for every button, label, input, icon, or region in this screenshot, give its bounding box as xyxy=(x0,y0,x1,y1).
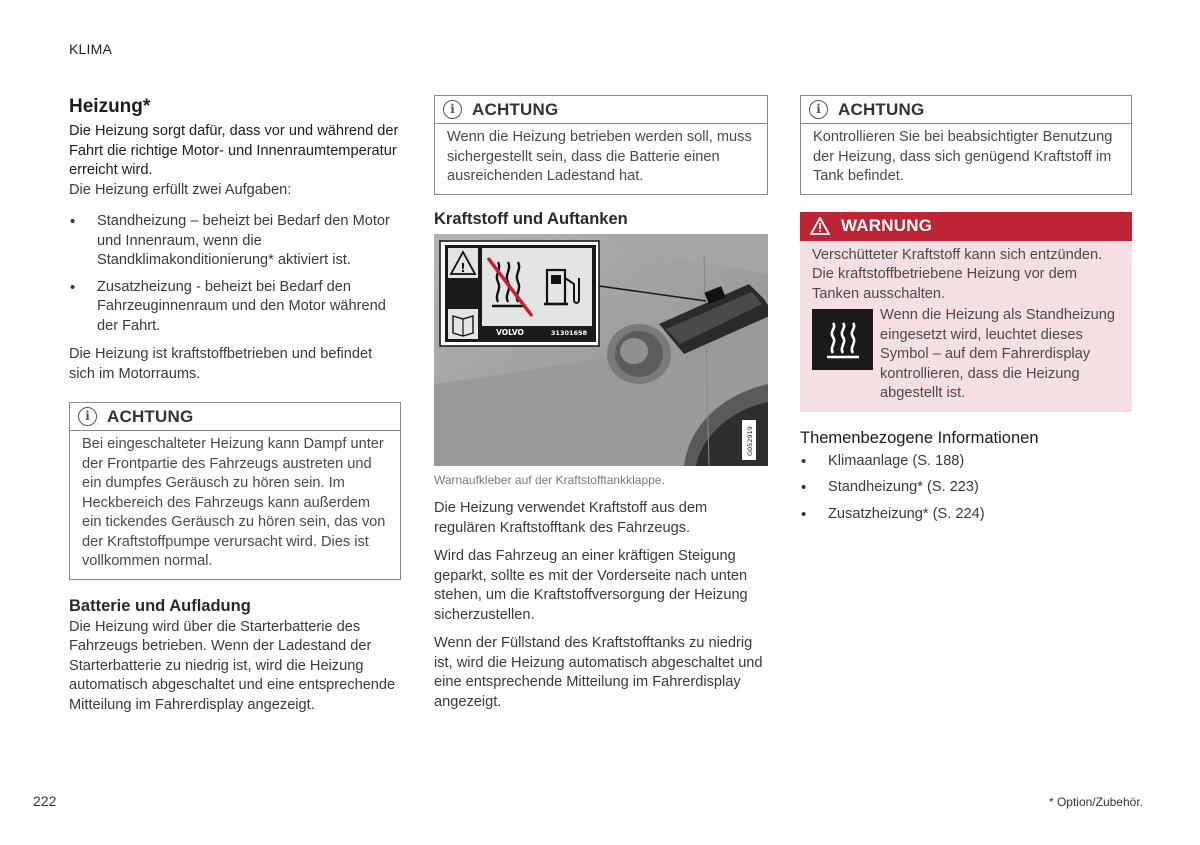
battery-paragraph: Die Heizung wird über die Starterbatterie des Fahrzeugs betrieben. Wenn der Ladestand der Starterbatterie zu niedrig ist, wird die Heizung automatisch abgeschaltet und eine entsprechende Mitteilung im Fahrerdisplay angezeigt. xyxy=(69,618,396,713)
notice-header xyxy=(435,96,767,124)
intro-paragraph: Die Heizung erfüllt zwei Aufgaben: xyxy=(69,181,292,198)
footnote: * Option/Zubehör. xyxy=(1048,795,1143,809)
page-number: 222 xyxy=(33,793,57,809)
info-icon: i xyxy=(443,100,462,119)
notice-text: Kontrollieren Sie bei beabsichtigter Benutzung der Heizung, dass sich genügend Kraftstoff im Tank befindet. xyxy=(813,129,1113,184)
figure-caption: Warnaufkleber auf der Kraftstofftankklappe. xyxy=(434,472,665,487)
column-middle xyxy=(434,95,768,721)
running-head: KLIMA xyxy=(69,41,113,57)
related-heading: Themenbezogene Informationen xyxy=(800,428,1039,447)
list-item: • Standheizung – beheizt bei Bedarf den Motor und Innenraum, wenn die Standklimakonditionierung* aktiviert ist. xyxy=(69,212,401,271)
warning-label: WARNUNG xyxy=(841,216,933,236)
slope-paragraph: Wird das Fahrzeug an einer kräftigen Steigung geparkt, sollte es mit der Vorderseite nach unten stehen, um die Kraftstoffversorgung der Heizung sicherzustellen. xyxy=(434,548,748,623)
notice-label: ACHTUNG xyxy=(838,99,925,119)
column-left xyxy=(69,95,401,724)
notice-header xyxy=(70,403,400,431)
fuel-flap-figure xyxy=(434,234,768,466)
fuel-paragraph: Die Heizung verwendet Kraftstoff aus dem regulären Kraftstofftank des Fahrzeugs. xyxy=(434,500,708,536)
warning-box xyxy=(800,212,1132,412)
related-link-zusatzheizung[interactable]: • Zusatzheizung* (S. 224) xyxy=(800,505,1132,525)
sticker-code: 31301658 xyxy=(550,328,588,337)
symbol-row xyxy=(812,306,1120,404)
notice-text: Bei eingeschalteter Heizung kann Dampf unter der Frontpartie des Fahrzeugs austreten und ein dumpfes Geräusch zu hören sein. Im Heckbereich des Fahrzeugs kann außerdem ein tickendes Geräusch zu hören sein, das von der Kraftstoffpumpe verursacht wird. Dies ist vollkommen normal. xyxy=(82,436,386,569)
column-right xyxy=(800,95,1132,533)
warning-header xyxy=(800,212,1132,241)
low-fuel-paragraph: Wenn der Füllstand des Kraftstofftanks zu niedrig ist, wird die Heizung automatisch abgeschaltet und eine entsprechende Mitteilung im Fahrerdisplay angezeigt. xyxy=(434,635,763,710)
notice-box xyxy=(434,95,768,195)
heater-symbol-icon xyxy=(812,309,873,370)
warning-triangle-icon xyxy=(810,217,830,235)
info-icon: i xyxy=(809,100,828,119)
location-paragraph: Die Heizung ist kraftstoffbetrieben und befindet sich im Motorraums. xyxy=(69,346,373,382)
figure-id: G052919 xyxy=(746,425,754,456)
warning-content xyxy=(800,241,1132,412)
fuel-flap-illustration xyxy=(434,234,768,466)
notice-box xyxy=(800,95,1132,195)
notice-label: ACHTUNG xyxy=(107,406,194,426)
sticker-brand: VOLVO xyxy=(496,327,524,337)
related-list xyxy=(800,452,1132,525)
fuel-heading: Kraftstoff und Auftanken xyxy=(434,209,628,228)
info-icon: i xyxy=(78,407,97,426)
battery-heading: Batterie und Aufladung xyxy=(69,596,251,615)
task-list xyxy=(69,212,401,336)
notice-text: Wenn die Heizung betrieben werden soll, muss sichergestellt sein, dass die Batterie einen ausreichenden Ladestand hat. xyxy=(447,129,752,184)
related-link-standheizung[interactable]: • Standheizung* (S. 223) xyxy=(800,478,1132,498)
notice-box xyxy=(69,402,401,580)
warning-text: Verschütteter Kraftstoff kann sich entzünden. Die kraftstoffbetriebene Heizung vor dem Tanken ausschalten. xyxy=(812,246,1103,302)
list-item: • Zusatzheizung - beheizt bei Bedarf den Fahrzeuginnenraum und den Motor während der Fahrt. xyxy=(69,278,401,337)
symbol-text: Wenn die Heizung als Standheizung eingesetzt wird, leuchtet dieses Symbol – auf dem Fahrerdisplay kontrollieren, dass die Heizung abgestellt ist. xyxy=(880,307,1116,401)
notice-header xyxy=(801,96,1131,124)
section-title: Heizung* xyxy=(69,96,151,117)
svg-text:!: ! xyxy=(460,260,466,275)
lead-paragraph: Die Heizung sorgt dafür, dass vor und während der Fahrt die richtige Motor- und Innenraumtemperatur erreicht wird. xyxy=(69,123,399,178)
related-link-klimaanlage[interactable]: • Klimaanlage (S. 188) xyxy=(800,452,1132,472)
notice-label: ACHTUNG xyxy=(472,99,559,119)
